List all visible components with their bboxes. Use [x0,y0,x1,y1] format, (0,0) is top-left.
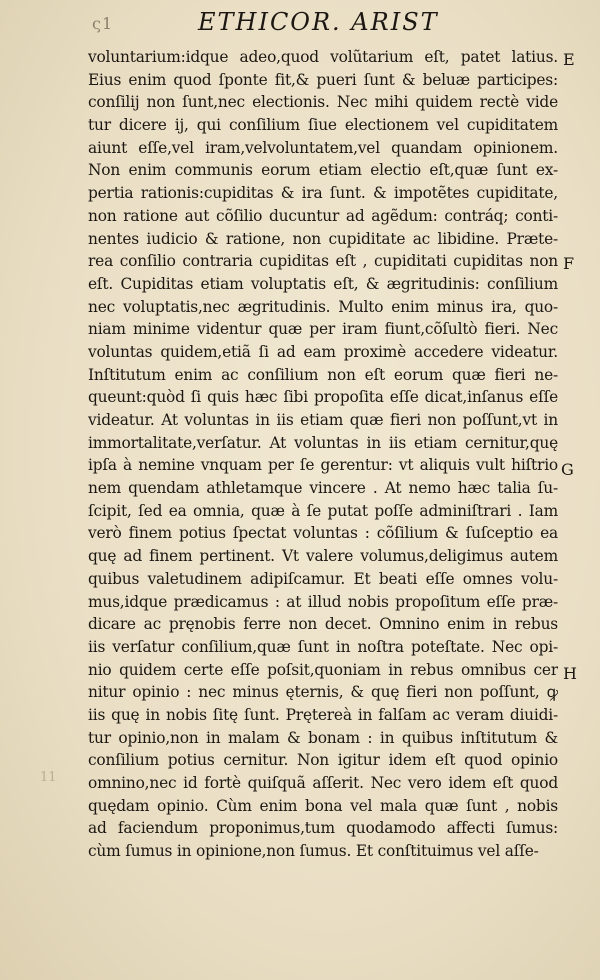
margin-letter-e: E [563,50,575,69]
text-line: non ratione aut cõſilio ducuntur ad agẽdum: contráq; conti- [88,206,558,225]
text-line: nio quidem certe eſſe poſsit,quoniam in rebus omnibus cer [88,660,558,679]
text-line: ad faciendum proponimus,tum quodamodo affecti ſumus: [88,819,558,838]
text-line: nentes iudicio & ratione, non cupiditate ac libidine. Præte- [88,229,558,248]
text-line: niam minime videntur quæ per iram fiunt,cõſultò fieri. Nec [88,320,558,339]
text-line: quę ad finem pertinent. Vt valere volumus,deligimus autem [88,547,558,566]
text-line: rea conſilio contraria cupiditas eſt , cupiditati cupiditas non [88,252,558,271]
text-line: ipſa à nemine vnquam per ſe gerentur: vt aliquis vult hiſtrio [88,456,558,475]
text-line: quędam opinio. Cùm enim bona vel mala quæ ſunt , nobis [88,796,558,815]
text-line: ſcipit, ſed ea omnia, quæ à ſe putat poſſe adminiſtrari . Iam [88,501,558,520]
body-text [88,46,558,863]
page-number: ς1 [92,14,114,33]
text-line: pertia rationis:cupiditas & ira ſunt. & impotẽtes cupiditate, [88,184,558,203]
text-line: dicare ac pręnobis ferre non decet. Omnino enim in rebus [88,615,558,634]
text-line: cùm ſumus in opinione,non ſumus. Et conſtituimus vel aſſe- [88,842,539,861]
margin-letter-f: F [563,254,575,273]
text-line: queunt:quòd ſi quis hæc ſibi propoſita eſſe dicat,inſanus eſſe [88,388,558,407]
folio-mark: 11 [40,770,57,785]
text-line: mus,idque prædicamus : at illud nobis propoſitum eſſe præ- [88,592,558,611]
text-line: Inſtitutum enim ac conſilium non eſt eorum quæ fieri ne- [88,365,558,384]
text-line: conſilium potius cernitur. Non igitur idem eſt quod opinio [88,751,558,770]
running-head: ETHICOR. ARIST [198,8,439,36]
text-line: iis verſatur conſilium,quæ ſunt in noſtra poteſtate. Nec opi- [88,637,558,656]
text-line: eſt. Cupiditas etiam voluptatis eſt, & ægritudinis: conſilium [88,274,558,293]
margin-letter-h: H [563,664,577,683]
text-line: quibus valetudinem adipiſcamur. Et beati eſſe omnes volu- [88,569,558,588]
text-line: conſilij non ſunt,nec electionis. Nec mihi quidem rectè vide [88,93,558,112]
text-line: voluntarium:idque adeo,quod volũtarium eſt, patet latius. [88,48,558,66]
text-line: nitur opinio : nec minus ęternis, & quę fieri non poſſunt, ꝙ [88,683,558,702]
text-line: omnino,nec id fortè quiſquã aſſerit. Nec vero idem eſt quod [88,774,558,792]
text-line: tur dicere ij, qui conſilium ſiue electionem vel cupiditatem [88,116,558,135]
text-line: tur opinio,non in malam & bonam : in quibus inſtitutum & [88,728,558,747]
text-line: nem quendam athletamque vincere . At nemo hæc talia ſu- [88,479,558,498]
text-line: aiunt eſſe,vel iram,velvoluntatem,vel quandam opinionem. [88,138,558,157]
text-line: iis quę in nobis ſitę ſunt. Prętereà in falſam ac veram diuidi- [88,705,558,724]
text-line: voluntas quidem,etiã ſi ad eam proximè accedere videatur. [88,342,558,361]
text-line: verò finem potius ſpectat voluntas : cõſilium & ſuſceptio ea [88,524,558,543]
text-line: Eius enim quod ſponte fit,& pueri ſunt & beluæ participes: [88,70,558,89]
text-line: videatur. At voluntas in iis etiam quæ fieri non poſſunt,vt in [88,411,558,429]
text-line: Non enim communis eorum etiam electio eſt,quæ ſunt ex- [88,161,558,180]
text-line: nec voluptatis,nec ægritudinis. Multo enim minus ira, quo- [88,297,558,316]
text-line: immortalitate,verſatur. At voluntas in iis etiam cernitur,quę [88,433,558,452]
margin-letter-g: G [561,460,574,479]
